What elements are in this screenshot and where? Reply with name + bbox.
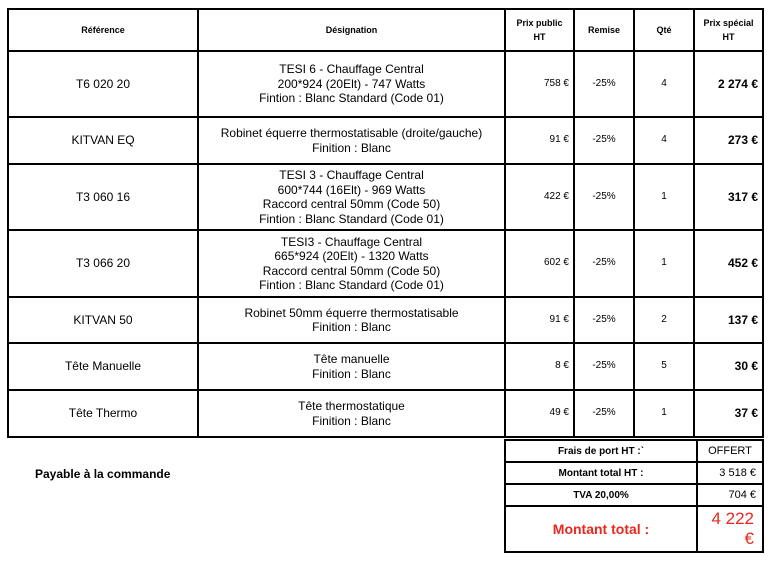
cell-prix-public: 91 € <box>505 117 574 164</box>
payment-terms: Payable à la commande <box>35 467 171 481</box>
designation-line: Fintion : Blanc Standard (Code 01) <box>259 211 444 226</box>
cell-qte: 1 <box>634 230 694 297</box>
header-qte: Qté <box>634 9 694 51</box>
designation-line: Raccord central 50mm (Code 50) <box>262 263 441 278</box>
cell-reference: T3 060 16 <box>8 164 198 230</box>
cell-designation <box>198 297 505 343</box>
cell-reference: Tête Manuelle <box>8 343 198 390</box>
subtotal-label: Montant total HT : <box>505 462 697 484</box>
table-row <box>8 117 763 164</box>
table-row <box>8 297 763 343</box>
designation-line: Finition : Blanc <box>312 320 391 334</box>
table-row <box>8 230 763 297</box>
table-body <box>8 51 763 437</box>
designation-line: Raccord central 50mm (Code 50) <box>262 197 441 211</box>
cell-designation <box>198 390 505 437</box>
cell-prix-special: 317 € <box>694 164 763 230</box>
cell-designation <box>198 343 505 390</box>
cell-designation <box>198 230 505 297</box>
subtotal-value: 3 518 € <box>697 462 763 484</box>
table-row <box>8 343 763 390</box>
designation-line: 665*924 (20Elt) - 1320 Watts <box>274 249 429 263</box>
cell-qte: 2 <box>634 297 694 343</box>
table-row <box>8 51 763 117</box>
cell-prix-public: 602 € <box>505 230 574 297</box>
designation-line: Robinet équerre thermostatisable (droite/gauche) <box>220 126 483 140</box>
cell-prix-special: 137 € <box>694 297 763 343</box>
shipping-row <box>505 440 763 462</box>
cell-prix-special: 273 € <box>694 117 763 164</box>
cell-prix-public: 49 € <box>505 390 574 437</box>
grand-total-label: Montant total : <box>505 506 697 552</box>
cell-prix-public: 422 € <box>505 164 574 230</box>
header-remise: Remise <box>574 9 634 51</box>
vat-row <box>505 484 763 506</box>
cell-qte: 1 <box>634 164 694 230</box>
cell-prix-special: 30 € <box>694 343 763 390</box>
shipping-label: Frais de port HT :` <box>505 440 697 462</box>
designation-line: Fintion : Blanc Standard (Code 01) <box>259 278 444 292</box>
cell-qte: 4 <box>634 117 694 164</box>
designation-line: Tête manuelle <box>313 352 390 366</box>
subtotal-row <box>505 462 763 484</box>
header-reference: Référence <box>8 9 198 51</box>
designation-line: Tête thermostatique <box>298 399 405 413</box>
cell-prix-special: 2 274 € <box>694 51 763 117</box>
grand-total-value: 4 222 € <box>697 506 763 552</box>
quote-table <box>7 8 764 438</box>
header-prix-special: Prix spécial HT <box>694 9 763 51</box>
designation-line: TESI 3 - Chauffage Central <box>279 168 424 182</box>
cell-remise: -25% <box>574 51 634 117</box>
cell-prix-public: 758 € <box>505 51 574 117</box>
designation-line: Finition : Blanc <box>312 140 391 155</box>
cell-remise: -25% <box>574 343 634 390</box>
cell-reference: KITVAN EQ <box>8 117 198 164</box>
table-row <box>8 390 763 437</box>
vat-label: TVA 20,00% <box>505 484 697 506</box>
designation-line: Finition : Blanc <box>312 413 391 428</box>
cell-reference: Tête Thermo <box>8 390 198 437</box>
cell-remise: -25% <box>574 390 634 437</box>
cell-remise: -25% <box>574 297 634 343</box>
designation-line: 600*744 (16Elt) - 969 Watts <box>277 182 426 197</box>
cell-reference: KITVAN 50 <box>8 297 198 343</box>
designation-line: Fintion : Blanc Standard (Code 01) <box>259 91 444 106</box>
grand-total-row <box>505 506 763 552</box>
cell-qte: 4 <box>634 51 694 117</box>
designation-line: Finition : Blanc <box>312 366 391 381</box>
cell-prix-public: 8 € <box>505 343 574 390</box>
header-prix-public: Prix public HT <box>505 9 574 51</box>
cell-prix-special: 452 € <box>694 230 763 297</box>
cell-reference: T3 066 20 <box>8 230 198 297</box>
cell-designation <box>198 117 505 164</box>
designation-line: TESI 6 - Chauffage Central <box>279 62 424 77</box>
cell-remise: -25% <box>574 230 634 297</box>
cell-reference: T6 020 20 <box>8 51 198 117</box>
cell-qte: 5 <box>634 343 694 390</box>
cell-remise: -25% <box>574 164 634 230</box>
cell-remise: -25% <box>574 117 634 164</box>
table-header-row <box>8 9 763 51</box>
cell-qte: 1 <box>634 390 694 437</box>
designation-line: 200*924 (20Elt) - 747 Watts <box>277 76 426 91</box>
vat-value: 704 € <box>697 484 763 506</box>
designation-line: TESI3 - Chauffage Central <box>280 234 423 249</box>
cell-designation <box>198 51 505 117</box>
table-row <box>8 164 763 230</box>
designation-line: Robinet 50mm équerre thermostatisable <box>244 305 459 320</box>
shipping-value: OFFERT <box>697 440 763 462</box>
totals-table <box>504 439 764 553</box>
cell-prix-special: 37 € <box>694 390 763 437</box>
cell-designation <box>198 164 505 230</box>
cell-prix-public: 91 € <box>505 297 574 343</box>
header-designation: Désignation <box>198 9 505 51</box>
